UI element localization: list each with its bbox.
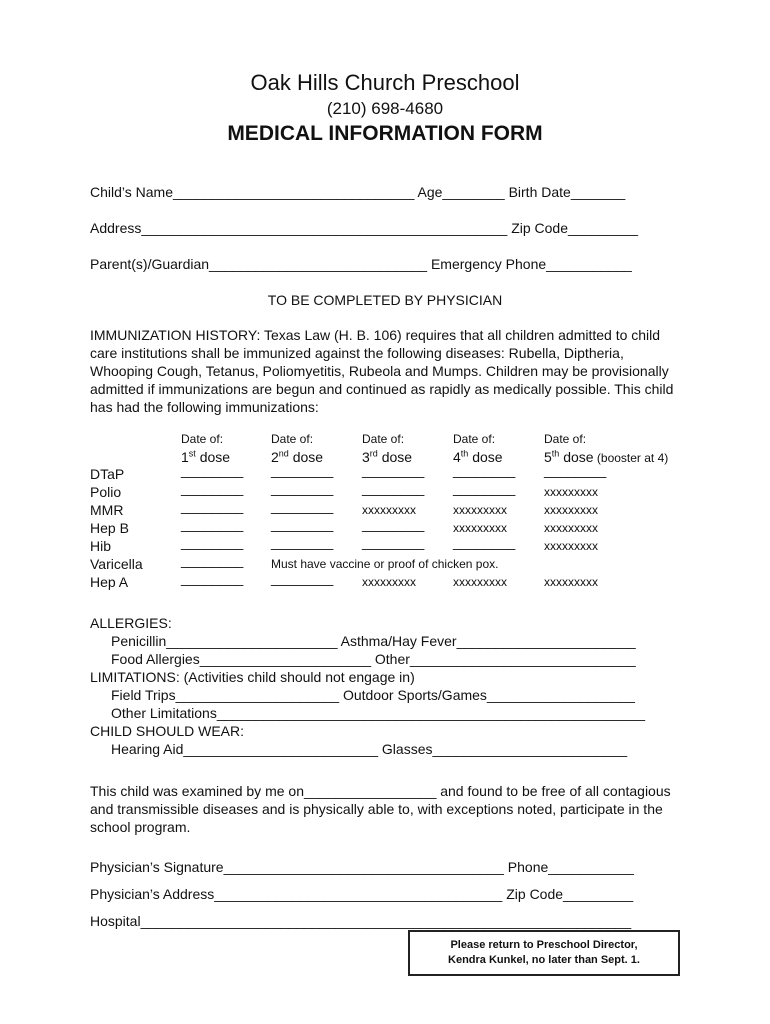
child-info-line-1[interactable]: Child’s Name_______________________________ Age________ Birth Date_______ — [90, 184, 626, 200]
dose-date-blank[interactable]: ________ — [453, 480, 516, 496]
dose-date-blank[interactable]: ________ — [271, 570, 334, 586]
allergies-line-1[interactable]: Penicillin______________________ Asthma/Hay Fever_______________________ — [111, 633, 636, 649]
return-note-line-2: Kendra Kunkel, no later than Sept. 1. — [448, 954, 640, 966]
dose-date-blank[interactable]: ________ — [181, 570, 244, 586]
immunization-history-text: IMMUNIZATION HISTORY: Texas Law (H. B. 106) requires that all children admitted to child care institutions shall be immunized against the following diseases: Rubella, Diptheria, Whooping Cough, Tetanus, Poliomyetitis, Rubeola and Mumps. Children may be provisionally admitted if immunizations are begun and continued as rapidly as medically possible. This child has had the following immunizations: — [90, 327, 674, 415]
dose-date-blank[interactable]: ________ — [453, 462, 516, 478]
dose-date-blank[interactable]: ________ — [453, 534, 516, 550]
dose-date-blank[interactable]: ________ — [181, 480, 244, 496]
form-title: MEDICAL INFORMATION FORM — [227, 122, 543, 145]
dose-header: 2nd dose — [271, 448, 324, 465]
dose-not-required: xxxxxxxxx — [453, 575, 507, 589]
booster-note: (booster at 4) — [593, 451, 669, 465]
physician-signature-line[interactable]: Physician’s Signature____________________________________ Phone___________ — [90, 859, 634, 875]
vaccine-name: Hep B — [90, 520, 129, 536]
hospital-line[interactable]: Hospital_______________________________________________________________ — [90, 913, 632, 929]
dose-not-required: xxxxxxxxx — [544, 521, 598, 535]
wear-line-1[interactable]: Hearing Aid_________________________ Glasses_________________________ — [111, 741, 628, 757]
vaccine-name: Varicella — [90, 556, 143, 572]
dose-date-blank[interactable]: ________ — [362, 462, 425, 478]
dose-not-required: xxxxxxxxx — [362, 575, 416, 589]
physician-heading: TO BE COMPLETED BY PHYSICIAN — [267, 292, 503, 308]
vaccine-name: Hib — [90, 538, 112, 554]
wear-heading: CHILD SHOULD WEAR: — [90, 723, 245, 739]
dose-not-required: xxxxxxxxx — [544, 539, 598, 553]
child-info-line-3[interactable]: Parent(s)/Guardian____________________________ Emergency Phone___________ — [90, 256, 632, 272]
allergies-line-2[interactable]: Food Allergies______________________ Other_____________________________ — [111, 651, 636, 667]
date-of-label: Date of: — [271, 432, 314, 446]
dose-date-blank[interactable]: ________ — [271, 480, 334, 496]
dose-date-blank[interactable]: ________ — [271, 534, 334, 550]
dose-not-required: xxxxxxxxx — [453, 503, 507, 517]
child-info-line-2[interactable]: Address_______________________________________________ Zip Code_________ — [90, 220, 639, 236]
date-of-label: Date of: — [453, 432, 496, 446]
dose-date-blank[interactable]: ________ — [271, 516, 334, 532]
dose-header: 4th dose — [453, 448, 503, 465]
vaccine-name: Polio — [90, 484, 122, 500]
dose-not-required: xxxxxxxxx — [544, 485, 598, 499]
vaccine-name: Hep A — [90, 574, 129, 590]
dose-date-blank[interactable]: ________ — [362, 516, 425, 532]
dose-not-required: xxxxxxxxx — [544, 575, 598, 589]
school-name: Oak Hills Church Preschool — [250, 70, 520, 95]
date-of-label: Date of: — [544, 432, 587, 446]
dose-date-blank[interactable]: ________ — [181, 498, 244, 514]
vaccine-name: MMR — [90, 502, 124, 518]
dose-date-blank[interactable]: ________ — [181, 534, 244, 550]
date-of-label: Date of: — [362, 432, 405, 446]
dose-header: 1st dose — [181, 448, 231, 465]
dose-not-required: xxxxxxxxx — [453, 521, 507, 535]
limitations-heading: LIMITATIONS: (Activities child should not engage in) — [90, 669, 415, 685]
limitations-line-2[interactable]: Other Limitations_______________________________________________________ — [111, 705, 646, 721]
return-note-line-1: Please return to Preschool Director, — [450, 939, 638, 951]
dose-date-blank[interactable]: ________ — [271, 462, 334, 478]
limitations-line-1[interactable]: Field Trips_____________________ Outdoor Sports/Games___________________ — [111, 687, 635, 703]
dose-date-blank[interactable]: ________ — [271, 498, 334, 514]
dose-date-blank[interactable]: ________ — [544, 462, 607, 478]
school-phone: (210) 698-4680 — [326, 99, 444, 118]
dose-not-required: xxxxxxxxx — [362, 503, 416, 517]
date-of-label: Date of: — [181, 432, 224, 446]
varicella-note: Must have vaccine or proof of chicken pox. — [271, 557, 499, 571]
dose-date-blank[interactable]: ________ — [362, 534, 425, 550]
physician-address-line[interactable]: Physician’s Address_____________________________________ Zip Code_________ — [90, 886, 634, 902]
exam-statement: This child was examined by me on_________________ and found to be free of all contagious and transmissible diseases and is physically able to, with exceptions noted, participate in the school program. — [90, 783, 671, 835]
dose-header: 3rd dose — [362, 448, 413, 465]
dose-date-blank[interactable]: ________ — [181, 462, 244, 478]
dose-date-blank[interactable]: ________ — [181, 552, 244, 568]
dose-date-blank[interactable]: ________ — [181, 516, 244, 532]
dose-header: 5th dose (booster at 4) — [544, 448, 669, 465]
allergies-heading: ALLERGIES: — [90, 615, 172, 631]
dose-date-blank[interactable]: ________ — [362, 480, 425, 496]
dose-not-required: xxxxxxxxx — [544, 503, 598, 517]
return-note-box — [408, 930, 680, 976]
vaccine-name: DTaP — [90, 466, 125, 482]
